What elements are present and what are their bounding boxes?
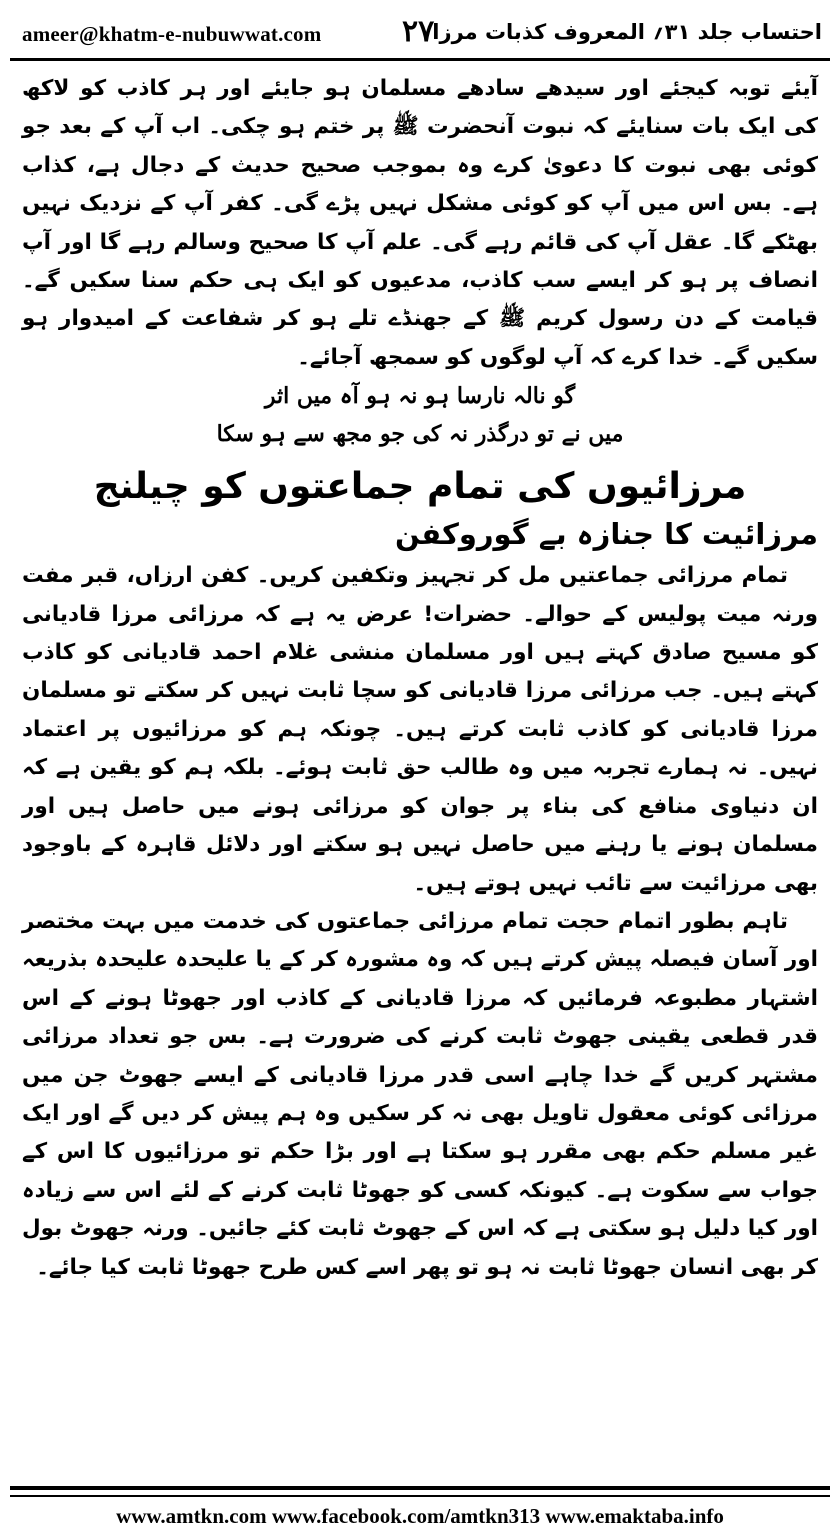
footer-rule-thin [10, 1495, 830, 1497]
footer-rule-thick [10, 1486, 830, 1490]
section-heading: مرزائیوں کی تمام جماعتوں کو چیلنج [93, 466, 747, 508]
section-subheading: مرزائیت کا جنازہ بے گوروکفن [395, 517, 818, 552]
page-number: ۲۷ [402, 14, 435, 49]
page-body [22, 70, 818, 1287]
verse-line-2: میں نے تو درگذر نہ کی جو مجھ سے ہو سکا [216, 421, 624, 448]
verse-line-1: گو نالہ نارسا ہو نہ ہو آہ میں اثر [264, 383, 576, 410]
paragraph-proposal: تاہم بطور اتمام حجت تمام مرزائی جماعتوں کی خدمت میں بہت مختصر اور آسان فیصلہ پیش کرتے ہیں کہ وہ مشورہ کر کے یا علیحدہ علیحدہ بذریعہ اشتہار مطبوعہ فرمائیں کہ مرزا قادیانی کے کاذب اور جھوٹا ہونے کے اس قدر قطعی یقینی جھوٹ ثابت کرنے کی ضرورت ہے۔ بس جو تعداد مرزائی مشتہر کریں گے خدا چاہے اسی قدر مرزا قادیانی کے ایسے جھوٹ جن میں مرزائی کوئی معقول تاویل بھی نہ کر سکیں وہ ہم پیش کر دیں گے اور ایک غیر مسلم حکم بھی مقرر ہو سکتا ہے اور بڑا حکم تو مرزائیوں کا اس کے جواب سے سکوت ہے۔ کیونکہ کسی کو جھوٹا ثابت کرنے کے لئے اس سے زیادہ اور کیا دلیل ہو سکتی ہے کہ اس کے جھوٹ ثابت کئے جائیں۔ ورنہ جھوٹ بول کر بھی انسان جھوٹا ثابت نہ ہو تو پھر اسے کس طرح جھوٹا ثابت کیا جائے۔ [22, 908, 818, 1280]
footer-links: www.amtkn.com www.facebook.com/amtkn313 www.emaktaba.info [116, 1504, 724, 1528]
header-email: ameer@khatm-e-nubuwwat.com [22, 22, 322, 46]
book-title: احتساب جلد ۳۱؍ المعروف کذبات مرزا [432, 20, 822, 44]
paragraph-intro: آیئے توبہ کیجئے اور سیدھے سادھے مسلمان ہو جایئے اور ہر کاذب کو لاکھ کی ایک بات سنایئے کہ نبوت آنحضرت ﷺ پر ختم ہو چکی۔ اب آپ کے بعد جو کوئی بھی نبوت کا دعویٰ کرے وہ بموجب صحیح حدیث کے دجال ہے، کذاب ہے۔ بس اس میں آپ کو کوئی مشکل نہیں پڑے گی۔ کفر آپ کے نزدیک نہیں بھٹکے گا۔ عقل آپ کی قائم رہے گی۔ علم آپ کا صحیح وسالم رہے گا اور آپ انصاف پر ہو کر ایسے سب کاذب، مدعیوں کو ایک ہی حکم سنا سکیں گے۔ قیامت کے دن رسول کریم ﷺ کے جھنڈے تلے ہو کر شفاعت کے امیدوار ہو سکیں گے۔ خدا کرے کہ آپ لوگوں کو سمجھ آجائے۔ [22, 76, 818, 370]
paragraph-challenge: تمام مرزائی جماعتیں مل کر تجہیز وتکفین کریں۔ کفن ارزاں، قبر مفت ورنہ میت پولیس کے حوالے۔ حضرات! عرض یہ ہے کہ مرزائی مرزا قادیانی کو مسیح صادق کہتے ہیں اور مسلمان منشی غلام احمد قادیانی کو کاذب کہتے ہیں۔ جب مرزائی مرزا قادیانی کو سچا ثابت نہیں کر سکتے تو مسلمان مرزا قادیانی کو کاذب ثابت کرتے ہیں۔ چونکہ ہم کو مرزائیوں پر اعتماد نہیں۔ نہ ہمارے تجربہ میں وہ طالب حق ثابت ہوئے۔ بلکہ ہم کو یقین ہے کہ ان دنیاوی منافع کی بناء پر جوان کو مرزائی ہونے میں حاصل ہیں اور مسلمان ہونے یا رہنے میں حاصل نہیں ہو سکتے اور دلائل قاہرہ کے باوجود بھی مرزائیت سے تائب نہیں ہوتے ہیں۔ [22, 563, 818, 896]
page-header [10, 14, 830, 54]
header-rule [10, 58, 830, 61]
